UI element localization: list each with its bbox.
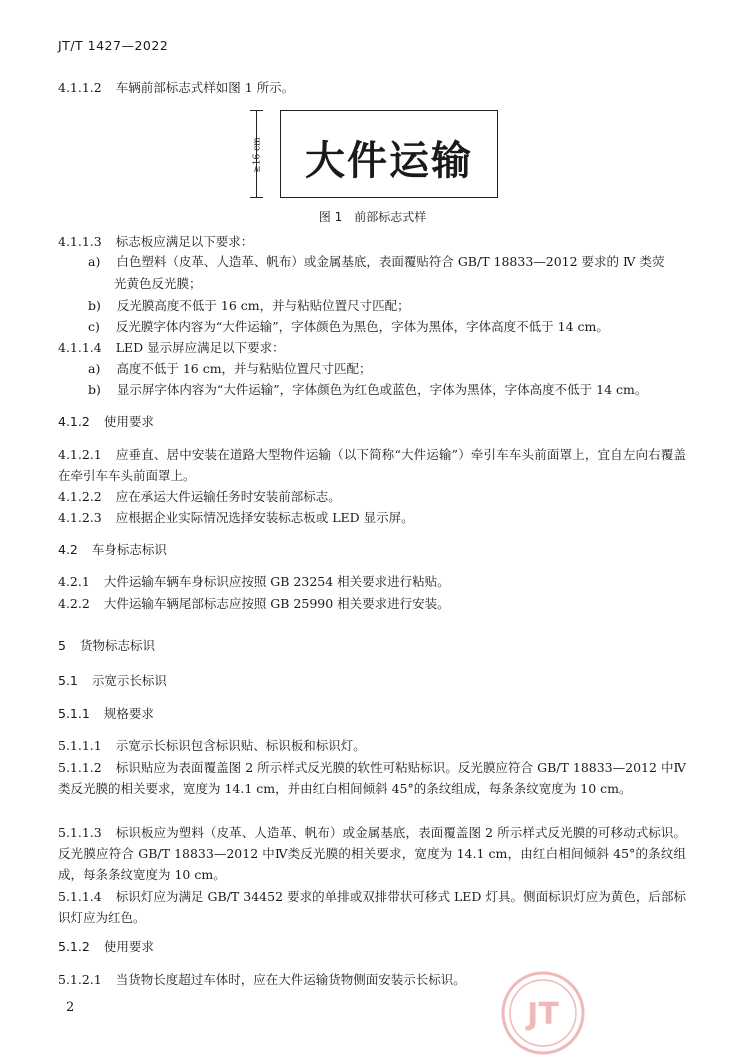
- clause-4-2-1: 4.2.1 大件运输车辆车身标识应按照 GB 23254 相关要求进行粘贴。: [58, 574, 450, 589]
- list-item: a) 白色塑料（皮革、人造革、帆布）或金属基底，表面覆贴符合 GB/T 18833—2012 要求的 Ⅳ 类荧: [88, 254, 665, 269]
- sign-text: 大件运输: [305, 138, 473, 184]
- clause-4-1-1-3: 4.1.1.3 标志板应满足以下要求：: [58, 234, 254, 249]
- section-heading-4-2: 4.2 车身标志标识: [58, 542, 167, 557]
- dimension-label: ≥16 cm: [252, 137, 263, 173]
- list-item: a) 高度不低于 16 cm，并与粘贴位置尺寸匹配；: [88, 361, 372, 376]
- clause-5-1-1-2: 5.1.1.2 标识贴应为表面覆盖图 2 所示样式反光膜的软性可粘贴标识。反光膜应符合 GB/T 18833—2012 中Ⅳ类反光膜的相关要求，宽度为 14.1 cm，并由红白相间倾斜 45°的条纹组成，每条条纹宽度为 10 cm。: [58, 760, 686, 796]
- list-item: b) 反光膜高度不低于 16 cm，并与粘贴位置尺寸匹配；: [88, 298, 410, 313]
- section-heading-5-1: 5.1 示宽示长标识: [58, 673, 167, 688]
- clause-4-2-2: 4.2.2 大件运输车辆尾部标志应按照 GB 25990 相关要求进行安装。: [58, 596, 450, 611]
- clause-5-1-2-1: 5.1.2.1 当货物长度超过车体时，应在大件运输货物侧面安装示长标识。: [58, 972, 466, 987]
- clause-4-1-2-2: 4.1.2.2 应在承运大件运输任务时安装前部标志。: [58, 489, 341, 504]
- dimension-marker: [250, 110, 278, 198]
- standard-number: JT/T 1427—2022: [58, 38, 169, 53]
- list-item: c) 反光膜字体内容为“大件运输”，字体颜色为黑色，字体为黑体，字体高度不低于 14 cm。: [88, 319, 609, 334]
- clause-5-1-1-1: 5.1.1.1 示宽示长标识包含标识贴、标识板和标识灯。: [58, 738, 366, 753]
- section-heading-5-1-1: 5.1.1 规格要求: [58, 706, 154, 721]
- page-number: 2: [66, 1000, 75, 1015]
- clause-4-1-1-2: 4.1.1.2 车辆前部标志式样如图 1 所示。: [58, 80, 295, 95]
- clause-5-1-1-4: 5.1.1.4 标识灯应为满足 GB/T 34452 要求的单排或双排带状可移式 LED 灯具。侧面标识灯应为黄色，后部标识灯应为红色。: [58, 889, 686, 925]
- section-heading-5-1-2: 5.1.2 使用要求: [58, 939, 154, 954]
- figure-caption: 图 1 前部标志式样: [318, 210, 427, 224]
- list-item-continued: 光黄色反光膜；: [114, 276, 202, 291]
- list-item: b) 显示屏字体内容为“大件运输”，字体颜色为红色或蓝色，字体为黑体，字体高度不低于 14 cm。: [88, 382, 648, 397]
- chapter-heading-5: 5 货物标志标识: [58, 638, 155, 653]
- watermark-stamp-icon: [498, 968, 588, 1058]
- clause-5-1-1-3: 5.1.1.3 标识板应为塑料（皮革、人造革、帆布）或金属基底，表面覆盖图 2 所示样式反光膜的可移动式标识。反光膜应符合 GB/T 18833—2012 中Ⅳ类反光膜的相关要求，宽度为 14.1 cm，由红白相间倾斜 45°的条纹组成，每条条纹宽度为 10 cm。: [58, 825, 686, 882]
- clause-4-1-1-4: 4.1.1.4 LED 显示屏应满足以下要求：: [58, 340, 285, 355]
- clause-4-1-2-3: 4.1.2.3 应根据企业实际情况选择安装标志板或 LED 显示屏。: [58, 510, 414, 525]
- front-sign-figure: [280, 110, 498, 198]
- clause-4-1-2-1: 4.1.2.1 应垂直、居中安装在道路大型物件运输（以下简称“大件运输”）牵引车车头前面罩上，宜自左向右覆盖在牵引车车头前面罩上。: [58, 447, 686, 483]
- section-heading-4-1-2: 4.1.2 使用要求: [58, 414, 154, 429]
- stamp-text: JT: [527, 997, 559, 1032]
